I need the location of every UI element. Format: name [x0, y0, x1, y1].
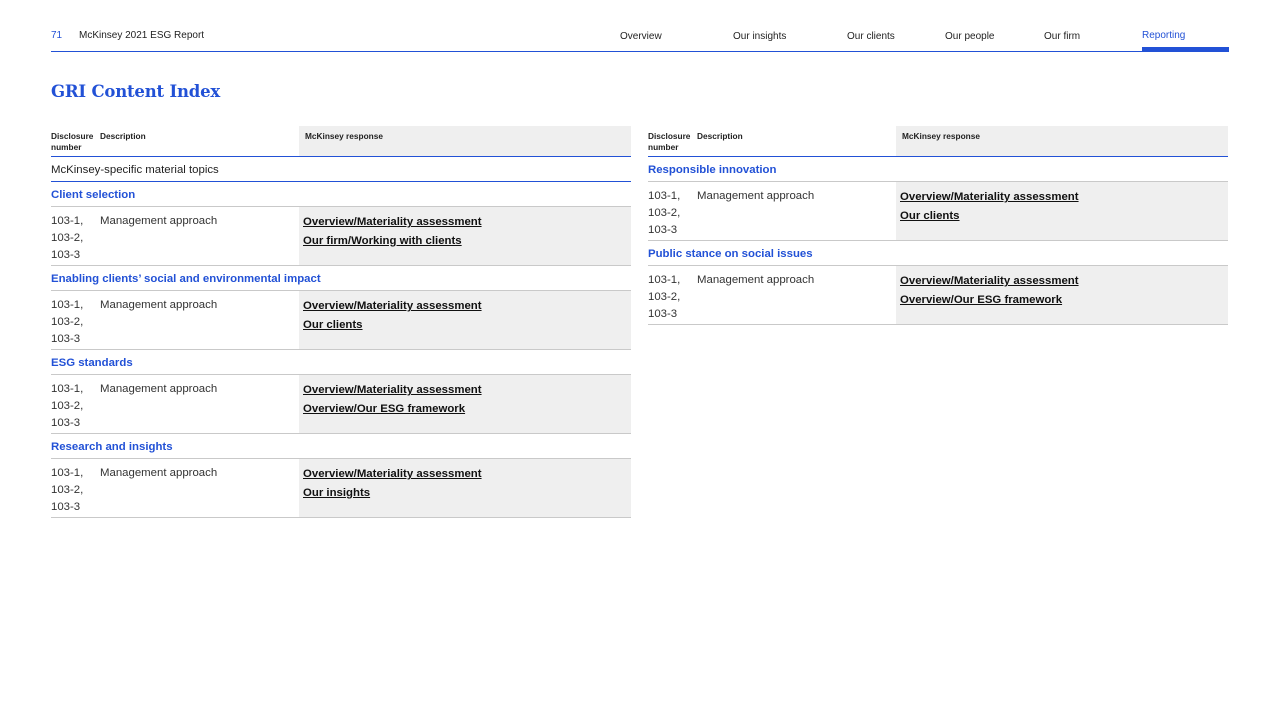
link-materiality-assessment[interactable]: Overview/Materiality assessment — [303, 384, 482, 396]
table-row — [51, 459, 631, 518]
table-row — [51, 375, 631, 434]
description: Management approach — [100, 299, 218, 311]
description: Management approach — [100, 383, 218, 395]
table-row — [51, 291, 631, 350]
disclosure-number: 103-1, 103-2, 103-3 — [648, 274, 681, 320]
column-header-disclosure: Disclosure number — [51, 131, 94, 152]
link-our-insights[interactable]: Our insights — [303, 487, 371, 499]
table-row — [648, 266, 1228, 325]
nav-our-people[interactable]: Our people — [945, 31, 995, 42]
section-title: Responsible innovation — [648, 157, 1228, 182]
column-header-response: McKinsey response — [305, 131, 383, 141]
section-title: Enabling clients’ social and environmental impact — [51, 266, 631, 291]
nav-our-insights[interactable]: Our insights — [733, 31, 787, 42]
disclosure-number: 103-1, 103-2, 103-3 — [51, 467, 84, 513]
section-title: Client selection — [51, 182, 631, 207]
column-header-description: Description — [697, 131, 743, 141]
section-title: ESG standards — [51, 350, 631, 375]
page-title: GRI Content Index — [51, 82, 221, 101]
disclosure-number: 103-1, 103-2, 103-3 — [51, 383, 84, 429]
table-row — [648, 182, 1228, 241]
table-intro: McKinsey-specific material topics — [51, 157, 631, 182]
link-materiality-assessment[interactable]: Overview/Materiality assessment — [303, 216, 482, 228]
nav-overview[interactable]: Overview — [620, 31, 662, 42]
link-materiality-assessment[interactable]: Overview/Materiality assessment — [303, 300, 482, 312]
disclosure-number: 103-1, 103-2, 103-3 — [648, 190, 681, 236]
link-materiality-assessment[interactable]: Overview/Materiality assessment — [900, 191, 1079, 203]
description: Management approach — [100, 215, 218, 227]
link-materiality-assessment[interactable]: Overview/Materiality assessment — [303, 468, 482, 480]
column-header-response: McKinsey response — [902, 131, 980, 141]
table-header — [648, 126, 1228, 157]
link-our-clients[interactable]: Our clients — [303, 319, 363, 331]
disclosure-number: 103-1, 103-2, 103-3 — [51, 299, 84, 345]
report-title: McKinsey 2021 ESG Report — [79, 30, 205, 41]
column-header-disclosure: Disclosure number — [648, 131, 691, 152]
nav-reporting[interactable]: Reporting — [1142, 30, 1186, 41]
description: Management approach — [100, 467, 218, 479]
page-number: 71 — [51, 30, 63, 41]
table-row — [51, 207, 631, 266]
link-esg-framework[interactable]: Overview/Our ESG framework — [900, 294, 1063, 306]
description: Management approach — [697, 190, 815, 202]
section-title: Public stance on social issues — [648, 241, 1228, 266]
gri-table-right — [648, 126, 1228, 325]
nav-our-firm[interactable]: Our firm — [1044, 31, 1081, 42]
link-materiality-assessment[interactable]: Overview/Materiality assessment — [900, 275, 1079, 287]
column-header-description: Description — [100, 131, 146, 141]
gri-table-left — [51, 126, 631, 518]
table-header — [51, 126, 631, 157]
link-our-clients[interactable]: Our clients — [900, 210, 960, 222]
nav-our-clients[interactable]: Our clients — [847, 31, 895, 42]
link-working-with-clients[interactable]: Our firm/Working with clients — [303, 235, 462, 247]
active-nav-indicator — [1142, 47, 1229, 51]
link-esg-framework[interactable]: Overview/Our ESG framework — [303, 403, 466, 415]
description: Management approach — [697, 274, 815, 286]
top-navigation-bar — [51, 28, 1229, 52]
section-title: Research and insights — [51, 434, 631, 459]
disclosure-number: 103-1, 103-2, 103-3 — [51, 215, 84, 261]
